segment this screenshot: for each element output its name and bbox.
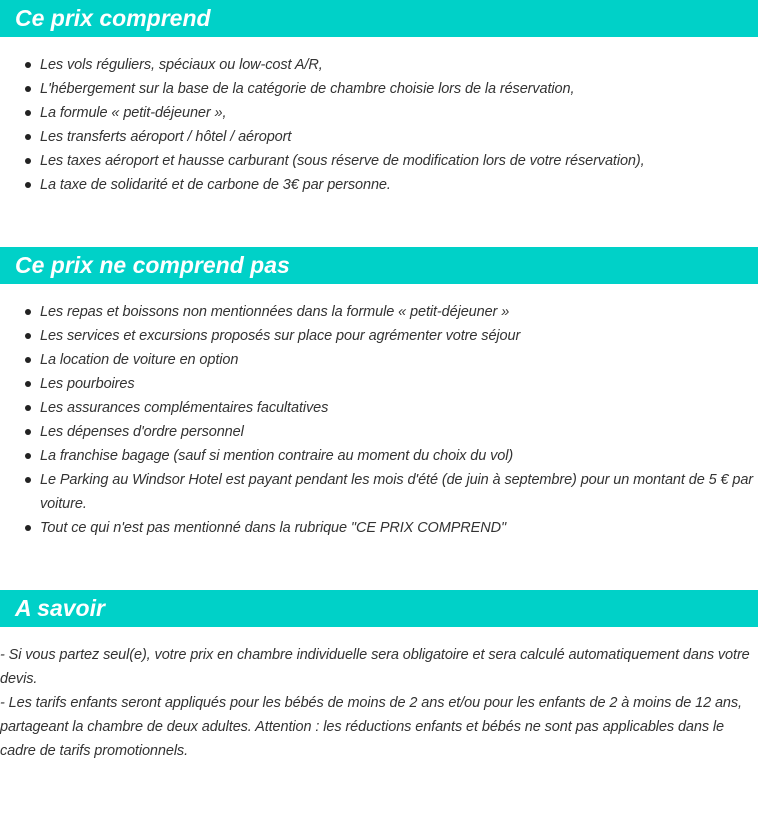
- list-item: Tout ce qui n'est pas mentionné dans la rubrique "CE PRIX COMPREND": [40, 516, 758, 540]
- list-item: La taxe de solidarité et de carbone de 3€ par personne.: [40, 173, 758, 197]
- section-title-a-savoir: A savoir: [15, 595, 105, 621]
- list-item: Les repas et boissons non mentionnées dans la formule « petit-déjeuner »: [40, 300, 758, 324]
- section-title-included: Ce prix comprend: [15, 5, 211, 31]
- list-item: Les taxes aéroport et hausse carburant (sous réserve de modification lors de votre réservation),: [40, 149, 758, 173]
- section-header-included: [0, 0, 758, 37]
- list-item: L'hébergement sur la base de la catégorie de chambre choisie lors de la réservation,: [40, 77, 758, 101]
- list-item: La location de voiture en option: [40, 348, 758, 372]
- list-item: Les services et excursions proposés sur place pour agrémenter votre séjour: [40, 324, 758, 348]
- list-item: Les dépenses d'ordre personnel: [40, 420, 758, 444]
- section-header-not-included: [0, 247, 758, 284]
- a-savoir-paragraph: - Si vous partez seul(e), votre prix en chambre individuelle sera obligatoire et sera calculé automatiquement dans votre devis.: [0, 647, 750, 687]
- not-included-list: [0, 300, 758, 540]
- list-item: Les pourboires: [40, 372, 758, 396]
- list-item: Les vols réguliers, spéciaux ou low-cost A/R,: [40, 53, 758, 77]
- included-list: [0, 53, 758, 197]
- list-item: Les assurances complémentaires facultatives: [40, 396, 758, 420]
- a-savoir-text: [0, 643, 758, 763]
- a-savoir-paragraph: - Les tarifs enfants seront appliqués pour les bébés de moins de 2 ans et/ou pour les enfants de 2 à moins de 12 ans, partageant la chambre de deux adultes. Attention : les réductions enfants et bébés ne sont pas applicables dans le cadre de tarifs promotionnels.: [0, 695, 742, 759]
- list-item: La formule « petit-déjeuner »,: [40, 101, 758, 125]
- list-item: Le Parking au Windsor Hotel est payant pendant les mois d'été (de juin à septembre) pour un montant de 5 € par voiture.: [40, 468, 758, 516]
- list-item: Les transferts aéroport / hôtel / aéroport: [40, 125, 758, 149]
- section-title-not-included: Ce prix ne comprend pas: [15, 252, 290, 278]
- list-item: La franchise bagage (sauf si mention contraire au moment du choix du vol): [40, 444, 758, 468]
- section-header-a-savoir: [0, 590, 758, 627]
